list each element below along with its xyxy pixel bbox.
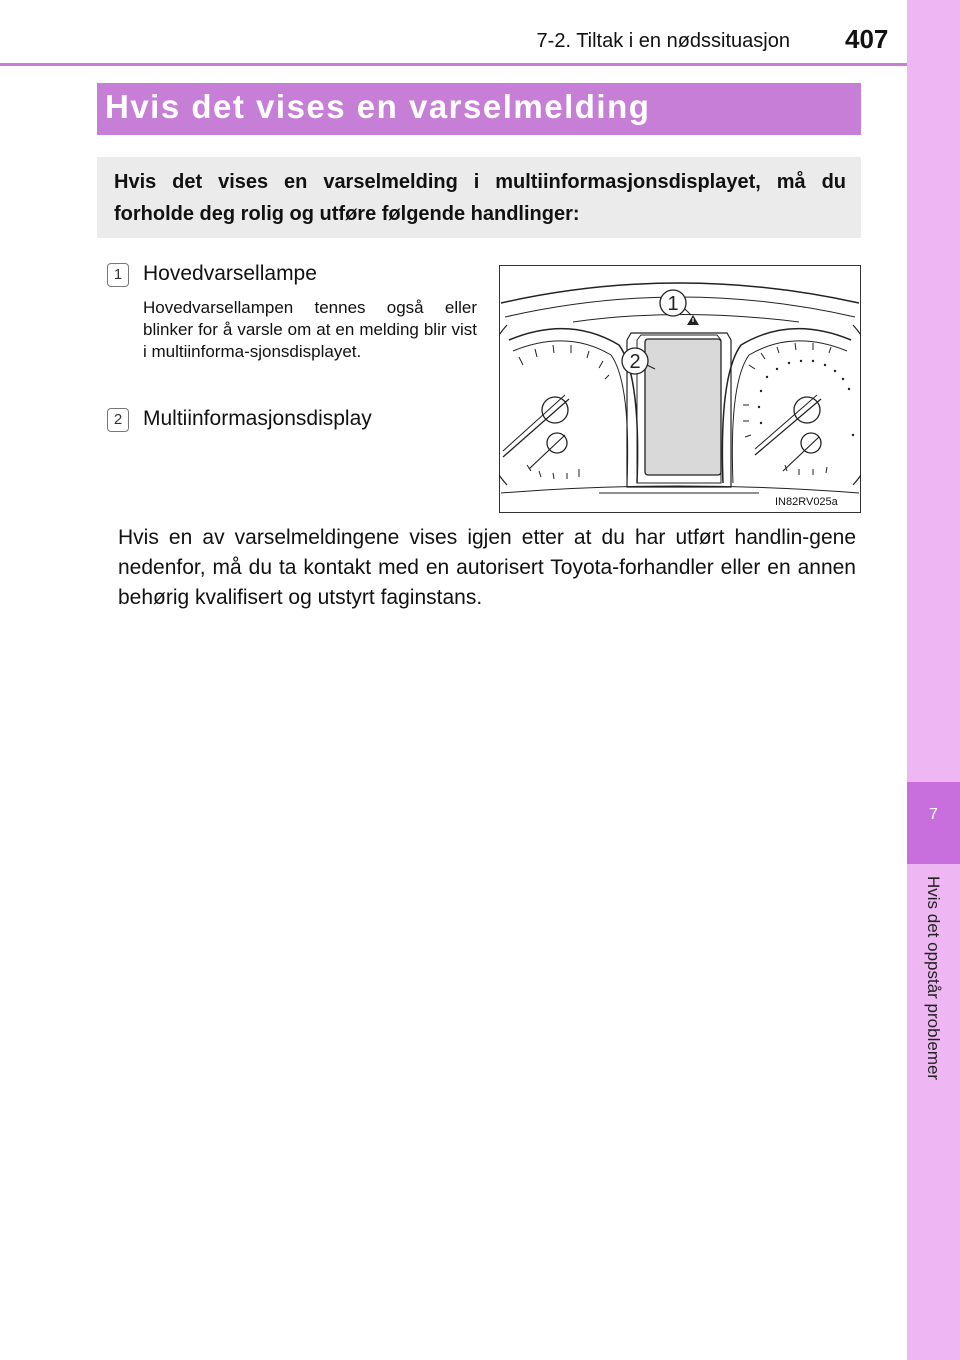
instrument-cluster-figure [499, 265, 861, 513]
figure-id: IN82RV025a [775, 496, 838, 508]
instrument-cluster-illustration [499, 265, 861, 513]
callout-1-label: 1 [667, 293, 679, 315]
intro-text: Hvis det vises en varselmelding i multiinformasjonsdisplayet, må du forholde deg rolig og utføre følgende handlinger: [114, 171, 846, 225]
body-paragraph: Hvis en av varselmeldingene vises igjen etter at du har utført handlin-gene nedenfor, må du ta kontakt med en autorisert Toyota-forhandler eller en annen behørig kvalifisert og utstyrt faginstans. [118, 526, 856, 609]
item-1-number-badge: 1 [107, 263, 129, 287]
item-1-label: Hovedvarsellampe [143, 262, 317, 285]
page-number: 407 [845, 24, 889, 54]
header-divider [0, 63, 907, 66]
chapter-number: 7 [929, 806, 938, 823]
item-2-label: Multiinformasjonsdisplay [143, 407, 372, 430]
chapter-title-vertical [906, 876, 960, 1136]
section-title: Hvis det vises en varselmelding [105, 88, 651, 125]
chapter-side-tab [907, 0, 960, 1360]
callout-2-label: 2 [629, 351, 641, 373]
item-1-description: Hovedvarsellampen tennes også eller blinker for å varsle om at en melding blir vist i multiinforma-sjonsdisplayet. [143, 298, 477, 361]
chapter-title: Hvis det oppstår problemer [924, 876, 943, 1081]
item-2-number-badge: 2 [107, 408, 129, 432]
header-section-title: 7-2. Tiltak i en nødssituasjon [536, 30, 790, 52]
